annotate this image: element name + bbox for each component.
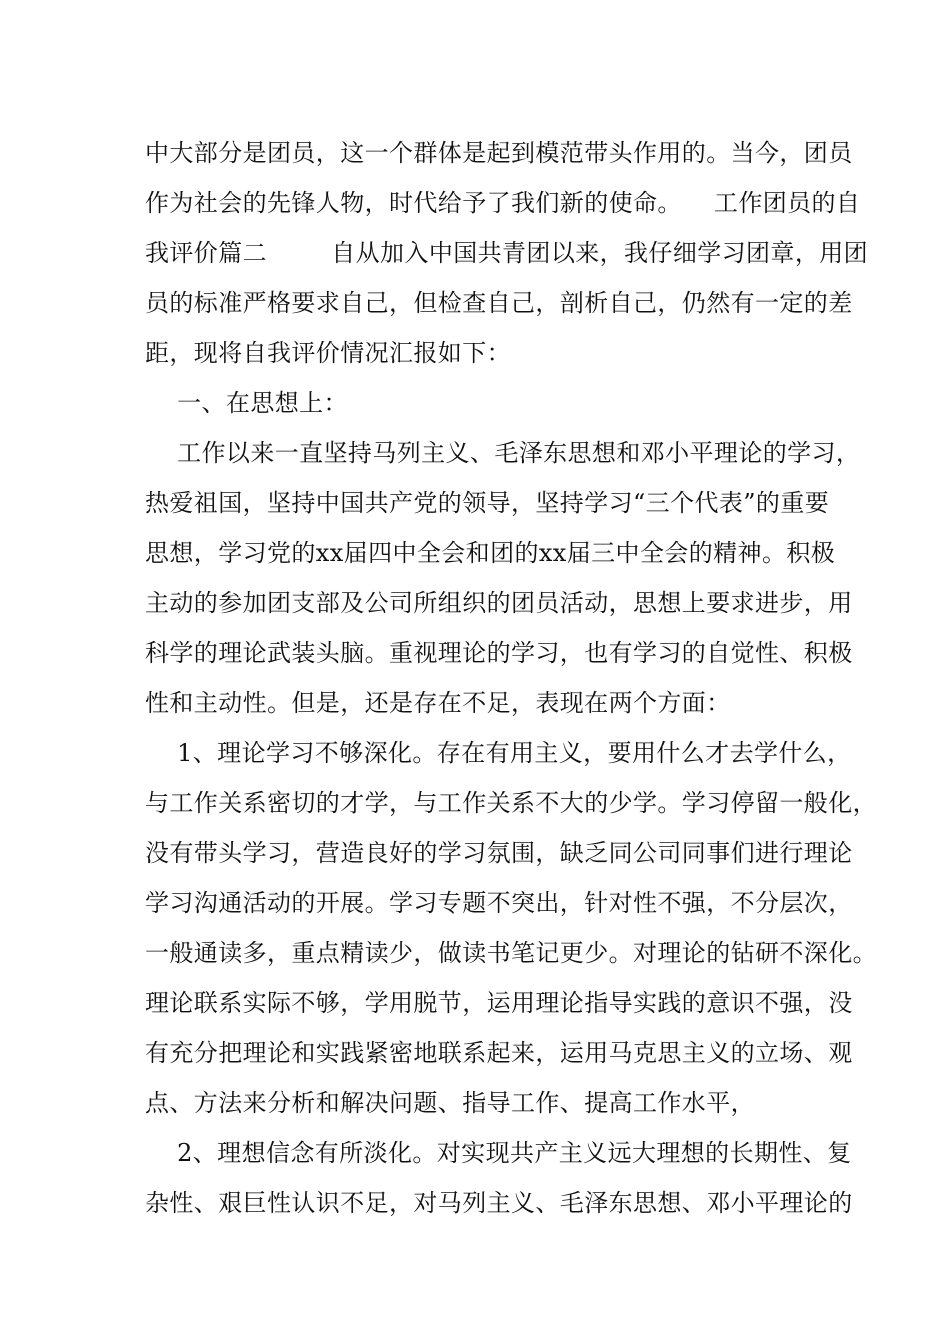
text-line-13: 1、理论学习不够深化。存在有用主义，要用什么才去学什么， (145, 739, 852, 767)
section-heading: 一、在思想上： (145, 389, 348, 417)
text-line-7: 工作以来一直坚持马列主义、毛泽东思想和邓小平理论的学习， (145, 439, 861, 467)
text-line-14: 与工作关系密切的才学，与工作关系不大的少学。学习停留一般化， (145, 789, 877, 817)
text-line-22: 杂性、艰巨性认识不足，对马列主义、毛泽东思想、邓小平理论的 (145, 1189, 853, 1217)
document-body (145, 128, 877, 1228)
text-line-5: 距，现将自我评价情况汇报如下： (145, 339, 511, 367)
text-line-15: 没有带头学习，营造良好的学习氛围，缺乏同公司同事们进行理论 (145, 839, 853, 867)
text-line-19: 有充分把理论和实践紧密地联系起来，运用马克思主义的立场、观 (145, 1039, 853, 1067)
text-line-11: 科学的理论武装头脑。重视理论的学习，也有学习的自觉性、积极 (145, 639, 853, 667)
text-line-2: 作为社会的先锋人物，时代给予了我们新的使命。 工作团员的自 (145, 189, 861, 217)
text-line-10: 主动的参加团支部及公司所组织的团员活动，思想上要求进步，用 (145, 589, 853, 617)
text-line-8: 热爱祖国，坚持中国共产党的领导，坚持学习“三个代表”的重要 (145, 489, 830, 517)
text-line-17: 一般通读多，重点精读少，做读书笔记更少。对理论的钻研不深化。 (145, 939, 877, 967)
text-line-3: 我评价篇二 自从加入中国共青团以来，我仔细学习团章，用团 (145, 239, 869, 267)
text-line-16: 学习沟通活动的开展。学习专题不突出，针对性不强，不分层次， (145, 889, 853, 917)
text-line-1: 中大部分是团员，这一个群体是起到模范带头作用的。当今，团员 (145, 139, 853, 167)
text-line-18: 理论联系实际不够，学用脱节，运用理论指导实践的意识不强，没 (145, 989, 853, 1017)
text-line-4: 员的标准严格要求自己，但检查自己，剖析自己，仍然有一定的差 (145, 289, 853, 317)
text-line-12: 性和主动性。但是，还是存在不足，表现在两个方面： (145, 689, 731, 717)
text-line-9: 思想，学习党的xx届四中全会和团的xx届三中全会的精神。积极 (145, 539, 836, 567)
text-line-21: 2、理想信念有所淡化。对实现共产主义远大理想的长期性、复 (145, 1139, 852, 1167)
text-line-20: 点、方法来分析和解决问题、指导工作、提高工作水平， (145, 1089, 755, 1117)
